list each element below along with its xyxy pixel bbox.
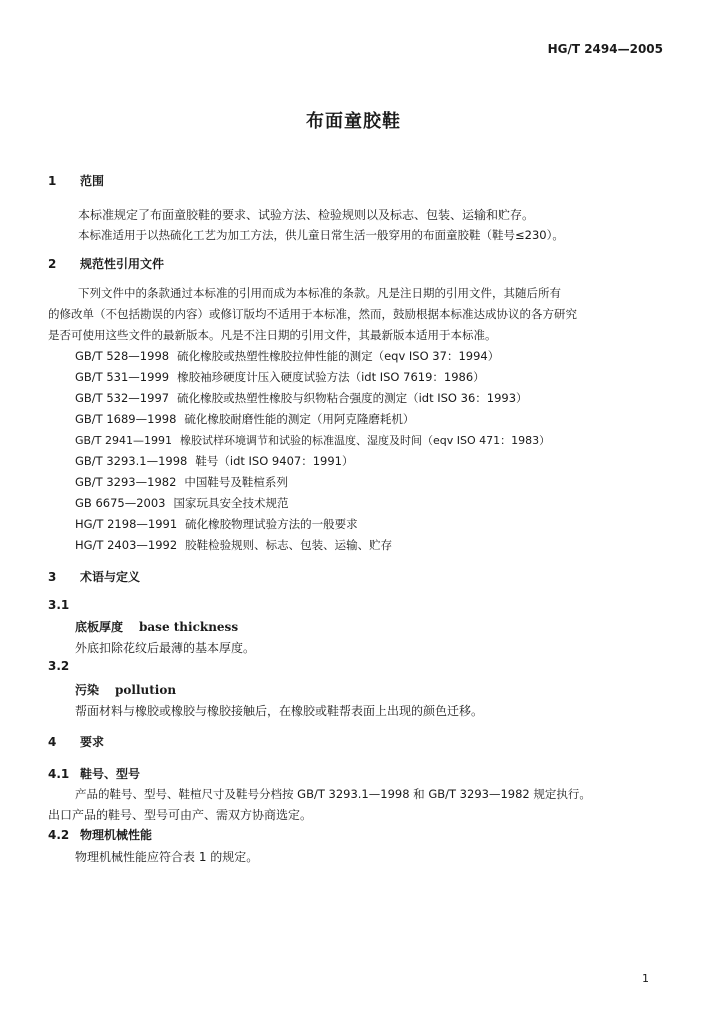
clause-number: 4.2 xyxy=(48,828,70,842)
section-number: 1 xyxy=(48,174,57,188)
reference-item xyxy=(75,390,528,406)
section-title: 规范性引用文件 xyxy=(80,257,165,271)
reference-title: 硫化橡胶或热塑性橡胶与织物粘合强度的测定（idt ISO 36：1993） xyxy=(177,391,528,405)
section-3-heading xyxy=(48,568,140,585)
term-3-2 xyxy=(75,681,176,698)
term-english: pollution xyxy=(115,683,177,697)
reference-item xyxy=(75,348,499,364)
reference-code: HG/T 2198—1991 xyxy=(75,517,178,531)
term-3-2-definition: 帮面材料与橡胶或橡胶与橡胶接触后，在橡胶或鞋帮表面上出现的颜色迁移。 xyxy=(75,704,484,718)
reference-code: GB/T 3293—1982 xyxy=(75,475,177,489)
section-2-paragraph-line: 下列文件中的条款通过本标准的引用而成为本标准的条款。凡是注日期的引用文件，其随后所有 xyxy=(78,286,561,300)
reference-code: GB/T 528—1998 xyxy=(75,349,170,363)
reference-item xyxy=(75,537,392,553)
clause-4-1-paragraph-line: 出口产品的鞋号、型号可由产、需双方协商选定。 xyxy=(48,808,313,822)
clause-number: 4.1 xyxy=(48,767,70,781)
section-title: 范围 xyxy=(80,174,105,188)
reference-title: 硫化橡胶或热塑性橡胶拉伸性能的测定（eqv ISO 37：1994） xyxy=(177,349,500,363)
term-english: base thickness xyxy=(139,620,239,634)
section-1-heading xyxy=(48,172,104,189)
section-title: 术语与定义 xyxy=(80,570,141,584)
page-number: 1 xyxy=(642,972,649,985)
reference-code: GB/T 532—1997 xyxy=(75,391,170,405)
section-2-paragraph-line: 的修改单（不包括勘误的内容）或修订版均不适用于本标准，然而，鼓励根据本标准达成协议的各方研究 xyxy=(48,307,577,321)
section-1-paragraph-2: 本标准适用于以热硫化工艺为加工方法，供儿童日常生活一般穿用的布面童胶鞋（鞋号≤230）。 xyxy=(78,228,564,242)
clause-title: 物理机械性能 xyxy=(80,828,153,842)
clause-4-2-heading xyxy=(48,826,152,843)
clause-4-1-paragraph-line: 产品的鞋号、型号、鞋楦尺寸及鞋号分档按 GB/T 3293.1—1998 和 GB/T 3293—1982 规定执行。 xyxy=(75,787,591,801)
reference-title: 胶鞋检验规则、标志、包装、运输、贮存 xyxy=(185,538,393,552)
reference-item xyxy=(75,432,550,448)
clause-title: 鞋号、型号 xyxy=(80,767,141,781)
section-number: 3 xyxy=(48,570,57,584)
term-chinese: 底板厚度 xyxy=(75,620,124,634)
reference-title: 鞋号（idt ISO 9407：1991） xyxy=(195,454,354,468)
section-1-paragraph-1: 本标准规定了布面童胶鞋的要求、试验方法、检验规则以及标志、包装、运输和贮存。 xyxy=(78,208,535,222)
reference-item xyxy=(75,411,414,427)
clause-3-1-number: 3.1 xyxy=(48,598,70,612)
reference-code: GB/T 1689—1998 xyxy=(75,412,177,426)
reference-title: 橡胶试样环境调节和试验的标准温度、湿度及时间（eqv ISO 471：1983） xyxy=(179,434,551,447)
reference-title: 硫化橡胶耐磨性能的测定（用阿克隆磨耗机） xyxy=(184,412,415,426)
reference-item xyxy=(75,369,485,385)
document-title: 布面童胶鞋 xyxy=(306,111,401,132)
clause-4-2-paragraph: 物理机械性能应符合表 1 的规定。 xyxy=(75,850,259,864)
reference-code: HG/T 2403—1992 xyxy=(75,538,178,552)
term-3-1 xyxy=(75,618,238,635)
reference-item xyxy=(75,453,353,469)
reference-title: 硫化橡胶物理试验方法的一般要求 xyxy=(185,517,358,531)
clause-3-2-number: 3.2 xyxy=(48,659,70,673)
reference-code: GB/T 3293.1—1998 xyxy=(75,454,188,468)
section-number: 2 xyxy=(48,257,57,271)
section-4-heading xyxy=(48,733,104,750)
reference-code: GB 6675—2003 xyxy=(75,496,166,510)
term-3-1-definition: 外底扣除花纹后最薄的基本厚度。 xyxy=(75,641,256,655)
reference-title: 橡胶袖珍硬度计压入硬度试验方法（idt ISO 7619：1986） xyxy=(177,370,485,384)
reference-title: 中国鞋号及鞋楦系列 xyxy=(184,475,288,489)
reference-code: GB/T 531—1999 xyxy=(75,370,170,384)
clause-4-1-heading xyxy=(48,765,140,782)
section-title: 要求 xyxy=(80,735,105,749)
section-2-paragraph-line: 是否可使用这些文件的最新版本。凡是不注日期的引用文件，其最新版本适用于本标准。 xyxy=(48,328,497,342)
section-number: 4 xyxy=(48,735,57,749)
term-chinese: 污染 xyxy=(75,683,100,697)
reference-title: 国家玩具安全技术规范 xyxy=(173,496,289,510)
reference-item xyxy=(75,474,288,490)
reference-item xyxy=(75,516,358,532)
reference-code: GB/T 2941—1991 xyxy=(75,434,172,447)
reference-item xyxy=(75,495,289,511)
section-2-heading xyxy=(48,255,164,272)
standard-number: HG/T 2494—2005 xyxy=(547,42,663,56)
